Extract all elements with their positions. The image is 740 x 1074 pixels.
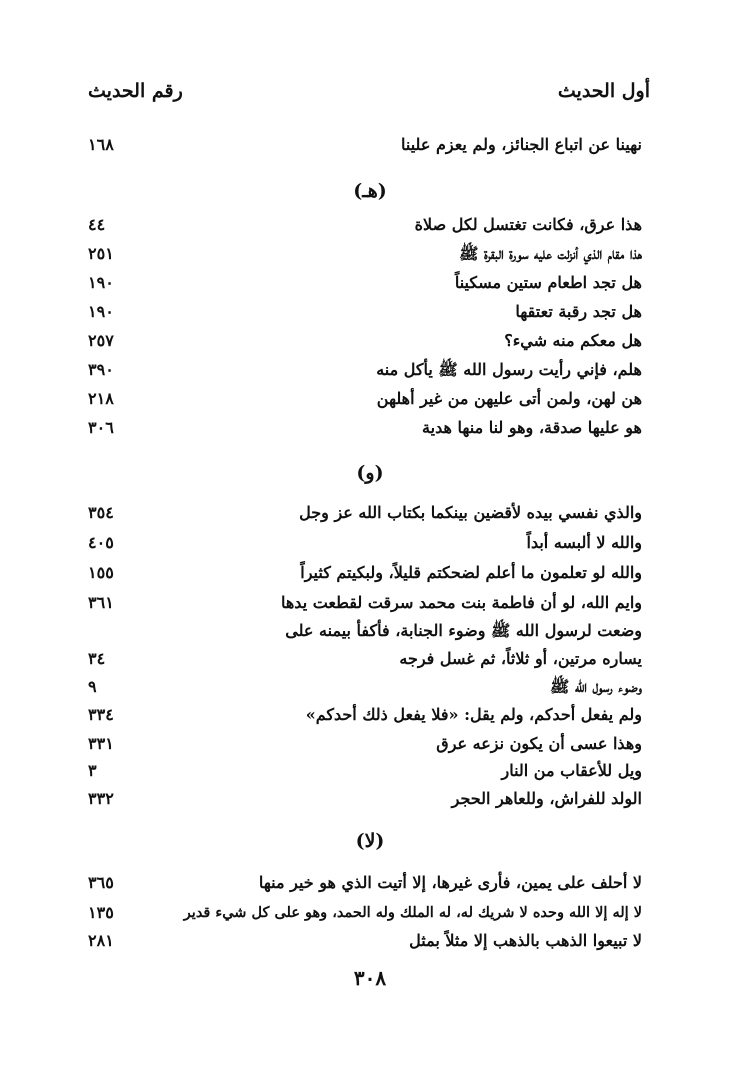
section-heading: (هـ) (353, 180, 387, 202)
hadith-number: ٣٥٤ (88, 503, 114, 522)
list-item (0, 758, 740, 784)
hadith-text: هو عليها صدقة، وهو لنا منها هدية (422, 418, 642, 437)
list-item (0, 328, 740, 354)
list-item (0, 415, 740, 441)
section-heading: (لا) (355, 830, 385, 852)
hadith-text: يساره مرتين، أو ثلاثاً، ثم غسل فرجه (399, 649, 642, 668)
page-number: ٣٠٨ (353, 966, 387, 990)
hadith-text: وهذا عسى أن يكون نزعه عرق (436, 734, 642, 753)
hadith-number: ٢٥٧ (88, 331, 114, 350)
section-heading: (و) (356, 462, 384, 484)
hadith-number: ٩ (88, 677, 97, 696)
hadith-text: ويل للأعقاب من النار (501, 761, 642, 780)
hadith-text: والله لو تعلمون ما أعلم لضحكتم قليلاً، ولبكيتم كثيراً (300, 563, 642, 582)
list-item (0, 530, 740, 556)
hadith-number: ١٦٨ (88, 135, 114, 154)
hadith-number: ٣٦٥ (88, 873, 114, 892)
header-hadith-number: رقم الحديث (88, 80, 183, 102)
hadith-number: ٣٣٤ (88, 705, 114, 724)
hadith-text: الولد للفراش، وللعاهر الحجر (451, 789, 642, 808)
hadith-text: وضوء رسول الله ﷺ (550, 677, 642, 696)
list-item (0, 702, 740, 728)
hadith-text: هل تجد اطعام ستين مسكيناً (454, 273, 642, 292)
list-item (0, 500, 740, 526)
hadith-number: ٤٠٥ (88, 533, 114, 552)
hadith-text: لا تبيعوا الذهب بالذهب إلا مثلاً بمثل (409, 931, 642, 950)
hadith-text: هذا مقام الذي أنزلت عليه سورة البقرة ﷺ (459, 244, 642, 263)
list-item (0, 870, 740, 896)
hadith-number: ١٩٠ (88, 273, 114, 292)
hadith-text: لا إله إلا الله وحده لا شريك له، له الملك وله الحمد، وهو على كل شيء قدير (183, 904, 642, 921)
list-item (0, 560, 740, 586)
list-item (0, 674, 740, 700)
hadith-text: هن لهن، ولمن أتى عليهن من غير أهلهن (376, 389, 642, 408)
hadith-number: ٣٠٦ (88, 418, 114, 437)
hadith-number: ٣٤ (88, 649, 106, 668)
hadith-number: ٣٣٢ (88, 789, 114, 808)
hadith-text: هل تجد رقبة تعتقها (515, 302, 642, 321)
list-item (0, 590, 740, 616)
list-item (0, 928, 740, 954)
hadith-number: ٣٣١ (88, 734, 114, 753)
hadith-text: والله لا ألبسه أبداً (526, 533, 642, 552)
hadith-text: هل معكم منه شيء؟ (504, 331, 642, 350)
hadith-text: وضعت لرسول الله ﷺ وضوء الجنابة، فأكفأ بيمنه على (285, 621, 642, 640)
header-hadith-start: أول الحديث (557, 80, 650, 102)
hadith-text: نهينا عن اتباع الجنائز، ولم يعزم علينا (401, 135, 642, 154)
list-item (0, 299, 740, 325)
list-item (0, 731, 740, 757)
hadith-number: ٣ (88, 761, 97, 780)
hadith-number: ٣٦١ (88, 593, 114, 612)
list-item (0, 786, 740, 812)
list-item (0, 386, 740, 412)
hadith-text: ولم يفعل أحدكم، ولم يقل: «فلا يفعل ذلك أحدكم» (305, 705, 642, 724)
hadith-text: وايم الله، لو أن فاطمة بنت محمد سرقت لقطعت يدها (280, 593, 642, 612)
hadith-number: ٢١٨ (88, 389, 114, 408)
hadith-text: والذي نفسي بيده لأقضين بينكما بكتاب الله عز وجل (299, 503, 642, 522)
list-item (0, 357, 740, 383)
hadith-number: ١٥٥ (88, 563, 114, 582)
hadith-number: ١٣٥ (88, 903, 114, 922)
hadith-number: ٢٥١ (88, 244, 114, 263)
list-item (0, 646, 740, 672)
hadith-number: ٢٨١ (88, 931, 114, 950)
hadith-text: لا أحلف على يمين، فأرى غيرها، إلا أتيت الذي هو خير منها (258, 873, 642, 892)
hadith-number: ٣٩٠ (88, 360, 114, 379)
hadith-text: هذا عرق، فكانت تغتسل لكل صلاة (414, 215, 642, 234)
list-item (0, 270, 740, 296)
hadith-number: ١٩٠ (88, 302, 114, 321)
list-item (0, 618, 740, 644)
list-item (0, 900, 740, 926)
hadith-text: هلم، فإني رأيت رسول الله ﷺ يأكل منه (376, 360, 642, 379)
list-item (0, 212, 740, 238)
list-item (0, 241, 740, 267)
hadith-number: ٤٤ (88, 215, 106, 234)
list-item (0, 132, 740, 158)
